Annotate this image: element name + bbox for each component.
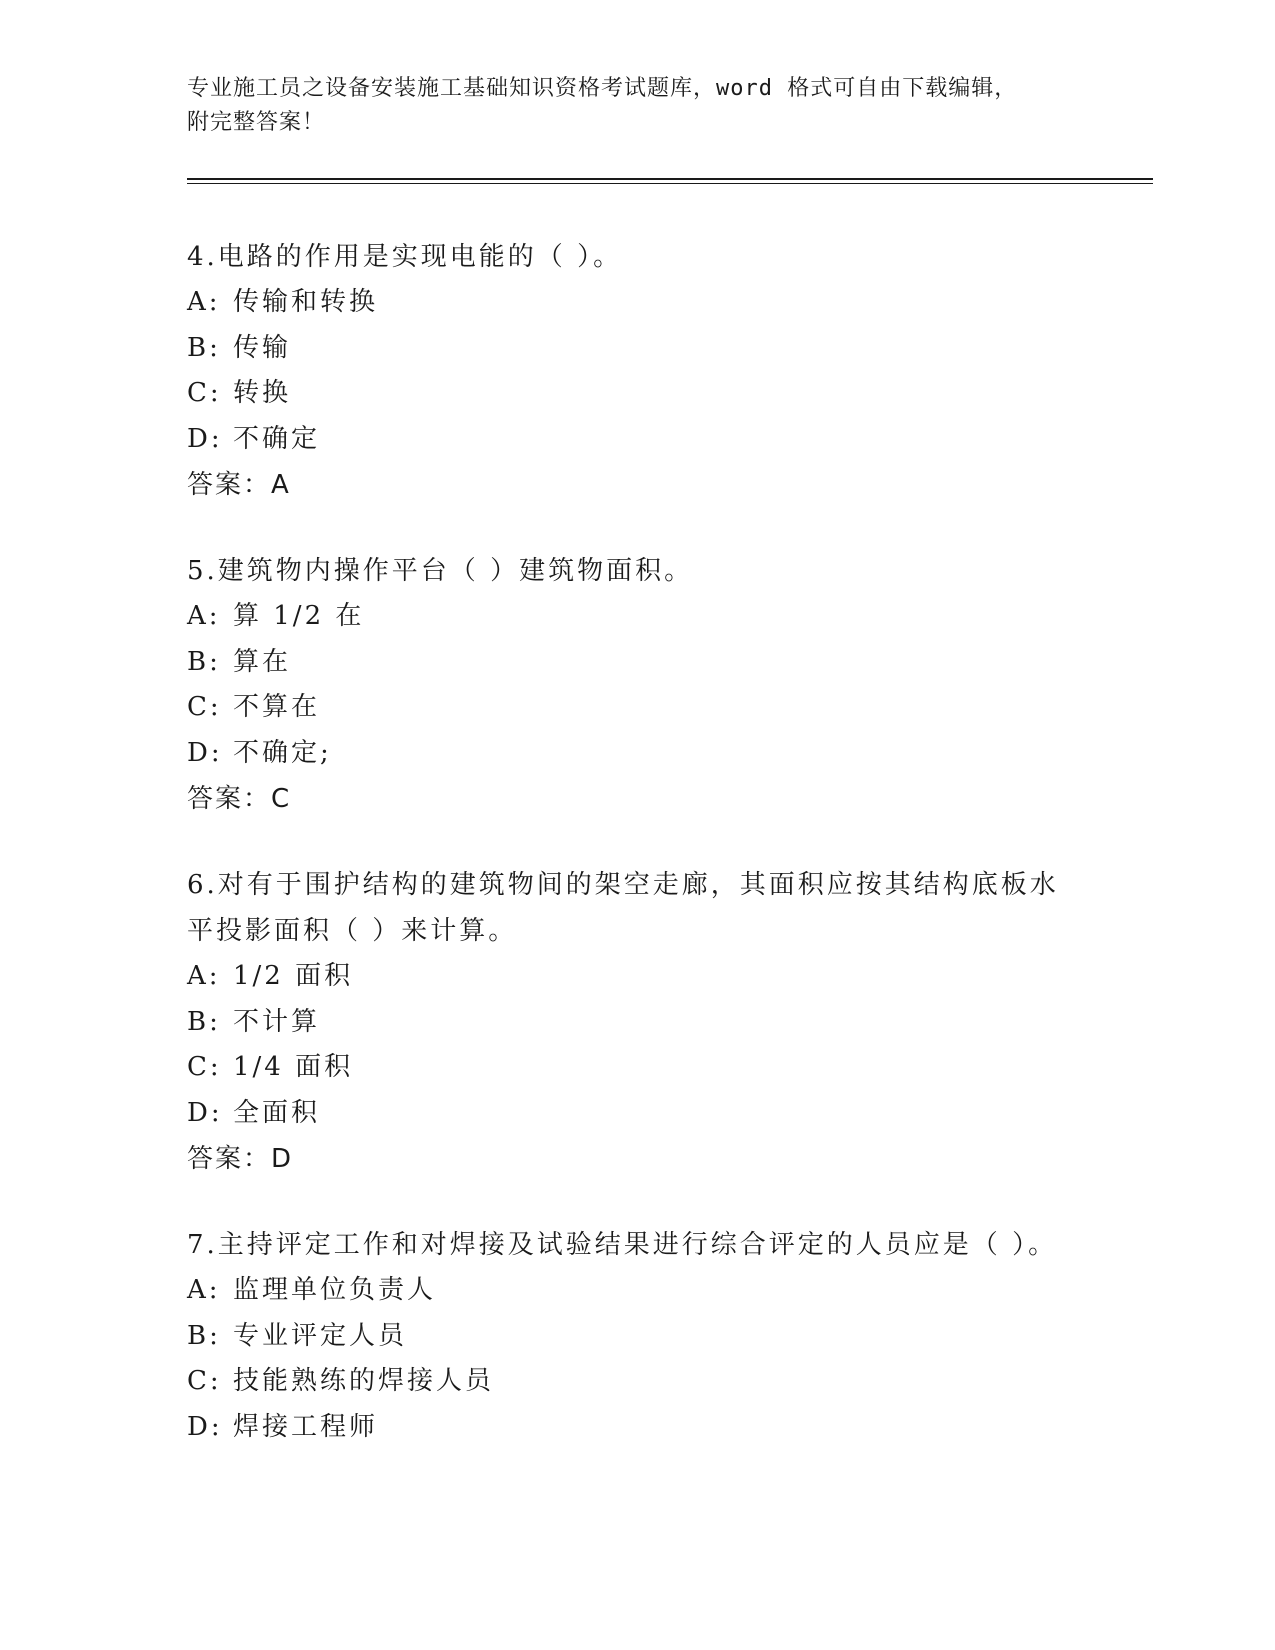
option-b (187, 640, 1087, 686)
option-text: 算在 (233, 646, 292, 677)
answer-line: 答案：D (187, 1144, 294, 1174)
question-7 (187, 1222, 1087, 1450)
option-text: 1/2 面积 (233, 961, 354, 991)
option-text: 不确定; (233, 737, 332, 768)
option-letter: A: (187, 1275, 221, 1305)
option-letter: A: (187, 601, 221, 631)
option-letter: C: (187, 1366, 222, 1396)
option-d (187, 417, 1087, 463)
option-letter: C: (187, 692, 222, 722)
option-b (187, 1000, 1087, 1046)
option-letter: C: (187, 1052, 222, 1082)
option-c (187, 685, 1087, 731)
question-text: 4.电路的作用是实现电能的（ ）。 (187, 242, 623, 272)
question-text: 5.建筑物内操作平台（ ）建筑物面积。 (187, 556, 694, 586)
question-text-continued: 平投影面积（ ）来计算。 (187, 916, 518, 946)
option-d (187, 1091, 1087, 1137)
option-letter: D: (187, 737, 223, 768)
option-a (187, 1268, 1087, 1314)
option-text: 监理单位负责人 (233, 1275, 437, 1305)
option-a (187, 280, 1087, 326)
option-letter: B: (187, 1006, 221, 1037)
option-a (187, 954, 1087, 1000)
document-header (187, 72, 1087, 140)
answer-line: 答案：A (187, 470, 291, 500)
option-letter: A: (187, 961, 221, 991)
question-text: 7.主持评定工作和对焊接及试验结果进行综合评定的人员应是（ ）。 (187, 1230, 1058, 1260)
option-text: 不算在 (233, 692, 321, 722)
option-c (187, 1045, 1087, 1091)
option-text: 焊接工程师 (233, 1411, 379, 1442)
option-text: 不计算 (233, 1006, 321, 1037)
header-divider-thin (187, 183, 1153, 184)
option-d (187, 1405, 1087, 1451)
header-line-1: 专业施工员之设备安装施工基础知识资格考试题库，word 格式可自由下载编辑， (187, 76, 1018, 101)
option-letter: D: (187, 1097, 223, 1128)
option-letter: D: (187, 423, 223, 454)
question-text: 6.对有于围护结构的建筑物间的架空走廊，其面积应按其结构底板水 (187, 870, 1059, 900)
option-b (187, 1314, 1087, 1360)
option-letter: B: (187, 646, 221, 677)
option-text: 专业评定人员 (233, 1320, 408, 1351)
question-list (187, 234, 1087, 1490)
option-letter: B: (187, 1320, 221, 1351)
option-text: 技能熟练的焊接人员 (233, 1366, 495, 1396)
question-6 (187, 862, 1087, 1182)
option-c (187, 371, 1087, 417)
option-text: 不确定 (233, 423, 321, 454)
option-text: 传输 (233, 332, 292, 363)
header-divider-thick (187, 178, 1153, 180)
option-a (187, 594, 1087, 640)
answer-line: 答案：C (187, 784, 292, 814)
option-text: 算 1/2 在 (233, 601, 365, 631)
option-text: 全面积 (233, 1097, 321, 1128)
question-4 (187, 234, 1087, 508)
option-letter: A: (187, 287, 221, 317)
option-text: 转换 (233, 378, 292, 408)
option-text: 1/4 面积 (233, 1052, 354, 1082)
option-d (187, 731, 1087, 777)
option-letter: D: (187, 1411, 223, 1442)
option-text: 传输和转换 (233, 287, 379, 317)
question-5 (187, 548, 1087, 822)
option-letter: B: (187, 332, 221, 363)
header-line-2: 附完整答案！ (187, 110, 326, 135)
option-c (187, 1359, 1087, 1405)
option-letter: C: (187, 378, 222, 408)
option-b (187, 326, 1087, 372)
